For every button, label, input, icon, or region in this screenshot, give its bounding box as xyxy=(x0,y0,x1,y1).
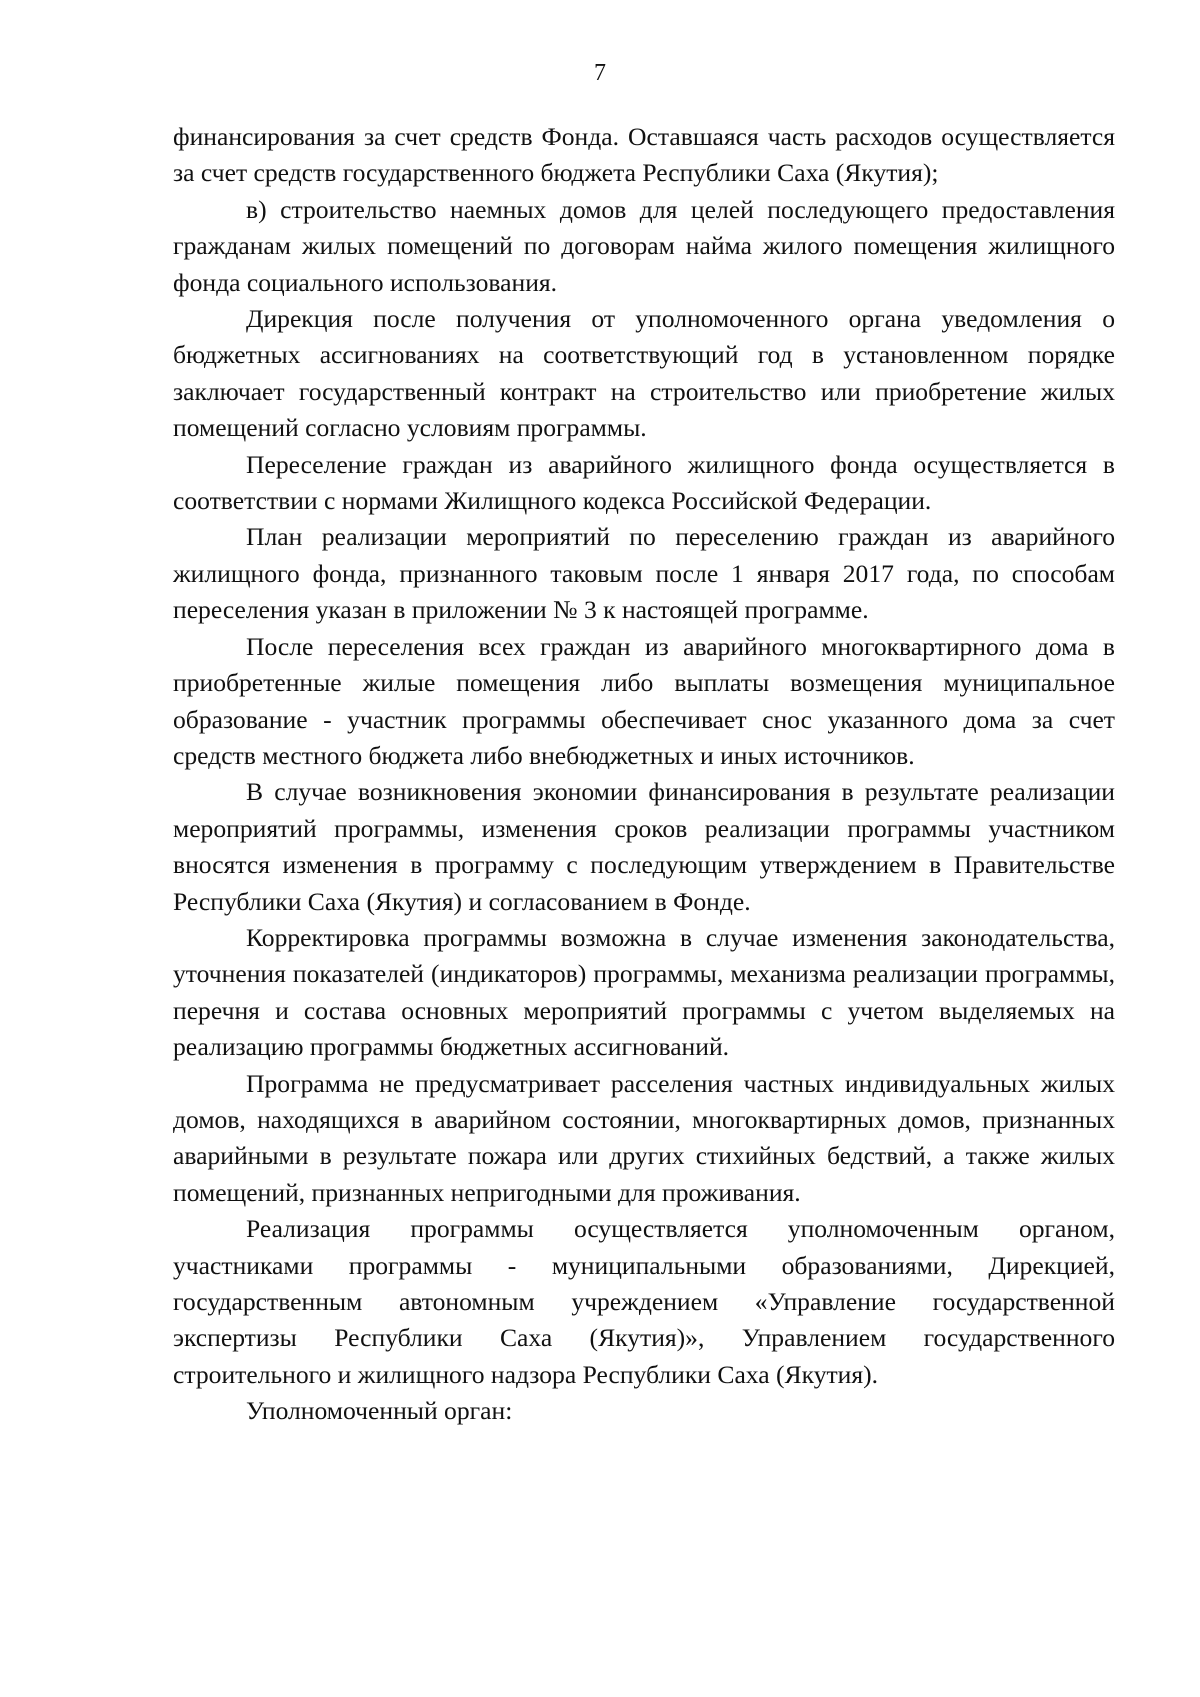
paragraph-authorized-body: Уполномоченный орган: xyxy=(246,1396,513,1426)
paragraph-exclusions: Программа не предусматривает расселения частных индивидуальных жилых домов, находящихся в аварийном состоянии, многоквартирных домов, признанных аварийными в результате пожара или других стихийных бедствий, а также жилых помещений, признанных непригодными для проживания. xyxy=(173,1068,1115,1207)
paragraph-resettlement-norms: Переселение граждан из аварийного жилищного фонда осуществляется в соответствии с нормами Жилищного кодекса Российской Федерации. xyxy=(173,449,1115,516)
paragraph-participants: Реализация программы осуществляется уполномоченным органом, участниками программы - муниципальными образованиями, Дирекцией, государственным автономным учреждением «Управление государственной экспертизы Республики Саха (Якутия)», Управлением государственного строительного и жилищного надзора Республики Саха (Якутия). xyxy=(173,1214,1115,1389)
document-body xyxy=(173,119,1115,1430)
paragraph-directorate-contract: Дирекция после получения от уполномоченного органа уведомления о бюджетных ассигнованиях на соответствующий год в установленном порядке заключает государственный контракт на строительство или приобретение жилых помещений согласно условиям программы. xyxy=(173,304,1115,443)
paragraph-implementation-plan: План реализации мероприятий по переселению граждан из аварийного жилищного фонда, признанного таковым после 1 января 2017 года, по способам переселения указан в приложении № 3 к настоящей программе. xyxy=(173,522,1115,625)
paragraph-savings: В случае возникновения экономии финансирования в результате реализации мероприятий программы, изменения сроков реализации программы участником вносятся изменения в программу с последующим утверждением в Правительстве Республики Саха (Якутия) и согласованием в Фонде. xyxy=(173,777,1115,916)
paragraph-adjustment: Корректировка программы возможна в случае изменения законодательства, уточнения показателей (индикаторов) программы, механизма реализации программы, перечня и состава основных мероприятий программы с учетом выделяемых на реализацию программы бюджетных ассигнований. xyxy=(173,922,1115,1062)
page-number: 7 xyxy=(594,60,606,86)
paragraph-demolition: После переселения всех граждан из аварийного многоквартирного дома в приобретенные жилые помещения либо выплаты возмещения муниципальное образование - участник программы обеспечивает снос указанного дома за счет средств местного бюджета либо внебюджетных и иных источников. xyxy=(173,631,1115,770)
paragraph-continuation: финансирования за счет средств Фонда. Оставшаяся часть расходов осуществляется за счет средств государственного бюджета Республики Саха (Якутия); xyxy=(173,122,1115,188)
paragraph-item-v: в) строительство наемных домов для целей последующего предоставления гражданам жилых помещений по договорам найма жилого помещения жилищного фонда социального использования. xyxy=(173,194,1115,297)
